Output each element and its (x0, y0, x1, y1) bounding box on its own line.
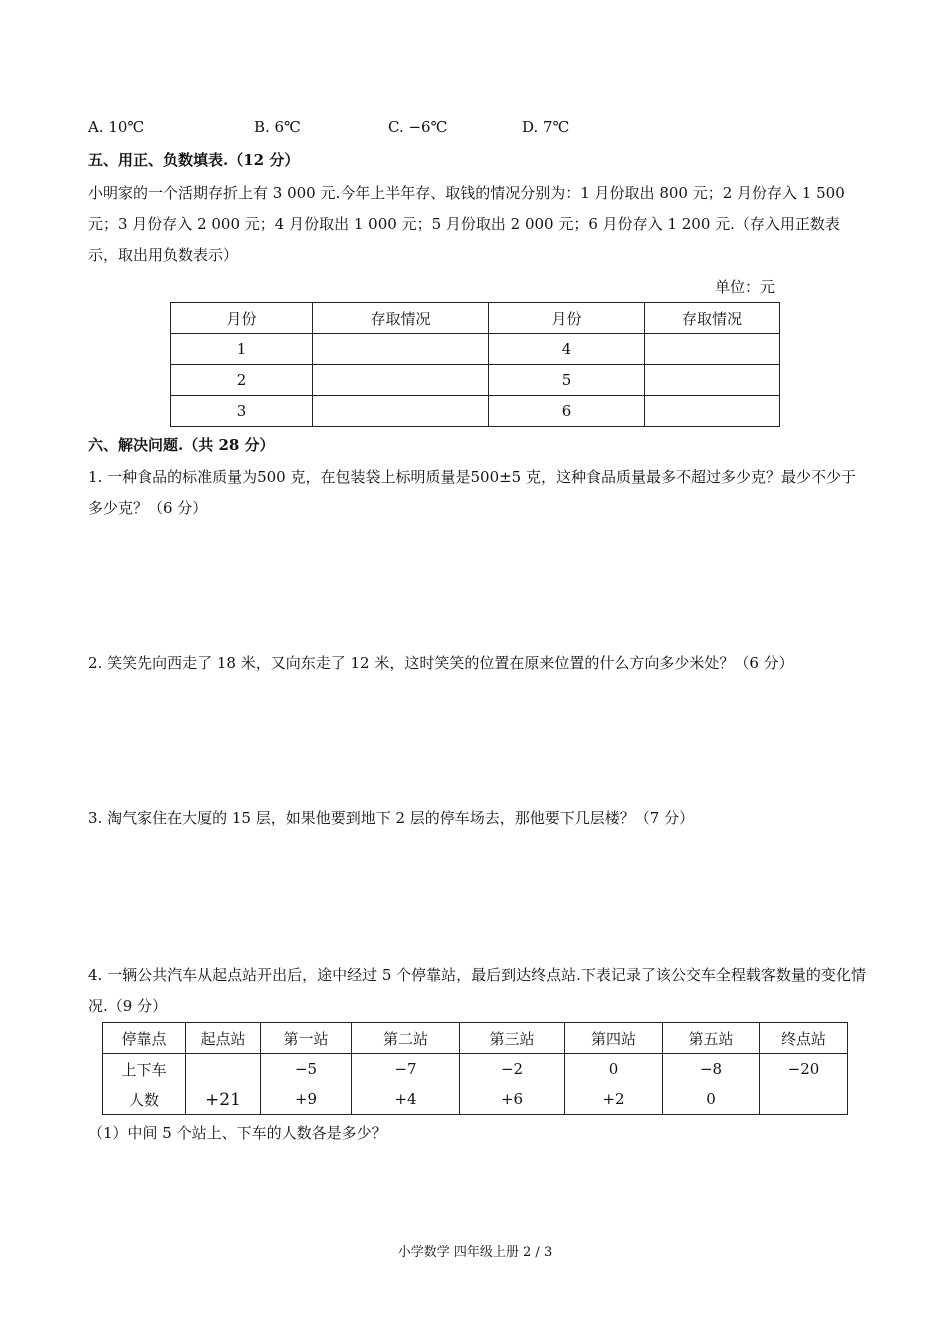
table-row (171, 396, 780, 427)
table-header-row (171, 303, 780, 334)
table-cell: 3 (171, 396, 313, 427)
table-cell: 4 (489, 334, 645, 365)
up-value: +9 (261, 1084, 352, 1115)
answer-cell[interactable] (313, 396, 489, 427)
bus-header: 终点站 (760, 1023, 848, 1054)
bus-header: 第三站 (460, 1023, 565, 1054)
empty-cell (760, 1084, 848, 1115)
table-header: 存取情况 (313, 303, 489, 334)
section6-title: 六、解决问题.（共 28 分） (88, 436, 275, 454)
answer-cell[interactable] (313, 334, 489, 365)
page-footer: 小学数学 四年级上册 2 / 3 (397, 1245, 553, 1260)
table-cell: 1 (171, 334, 313, 365)
answer-cell[interactable] (645, 334, 780, 365)
bus-header-row (103, 1023, 848, 1054)
unit-label: 单位：元 (714, 278, 775, 296)
section5-title: 五、用正、负数填表.（12 分） (88, 151, 300, 169)
bus-header: 第五站 (663, 1023, 760, 1054)
down-value: −7 (352, 1054, 460, 1085)
up-value: +2 (565, 1084, 663, 1115)
answer-cell[interactable] (645, 365, 780, 396)
start-value: +21 (186, 1054, 261, 1115)
choice-c: C. −6℃ (388, 118, 448, 136)
section5-text: 小明家的一个活期存折上有 3 000 元.今年上半年存、取钱的情况分别为：1 月份取出 800 元；2 月份存入 1 500 元；3 月份存入 2 000 元；4 月份取出 1 000 元；5 月份取出 2 000 元；6 月份存入 1 200 元.（存入用正数表示，取出用负数表示） (88, 184, 845, 264)
row-label: 人数 (103, 1084, 186, 1115)
table-header: 月份 (489, 303, 645, 334)
choice-a: A. 10℃ (88, 118, 145, 136)
question-3: 3. 淘气家住在大厦的 15 层，如果他要到地下 2 层的停车场去，那他要下几层楼？（7 分） (88, 809, 695, 827)
bus-header: 第一站 (261, 1023, 352, 1054)
question-2: 2. 笑笑先向西走了 18 米，又向东走了 12 米，这时笑笑的位置在原来位置的什么方向多少米处？（6 分） (88, 654, 794, 672)
up-value: +4 (352, 1084, 460, 1115)
answer-cell[interactable] (645, 396, 780, 427)
up-value: +6 (460, 1084, 565, 1115)
down-value: 0 (565, 1054, 663, 1085)
table-header: 月份 (171, 303, 313, 334)
table-cell: 5 (489, 365, 645, 396)
bus-header: 起点站 (186, 1023, 261, 1054)
bus-header: 第二站 (352, 1023, 460, 1054)
savings-table (170, 302, 780, 427)
question-1: 1. 一种食品的标准质量为500 克，在包装袋上标明质量是500±5 克，这种食品质量最多不超过多少克？最少不少于多少克？（6 分） (88, 468, 856, 517)
bus-header: 停靠点 (103, 1023, 186, 1054)
table-cell: 6 (489, 396, 645, 427)
row-label: 上下车 (103, 1054, 186, 1085)
up-value: 0 (663, 1084, 760, 1115)
table-row (171, 365, 780, 396)
bus-row-down (103, 1054, 848, 1085)
down-value: −5 (261, 1054, 352, 1085)
table-cell: 2 (171, 365, 313, 396)
bus-header: 第四站 (565, 1023, 663, 1054)
down-value: −20 (760, 1054, 848, 1085)
choice-d: D. 7℃ (522, 118, 570, 136)
question-4-1: （1）中间 5 个站上、下车的人数各是多少？ (88, 1124, 387, 1142)
choice-b: B. 6℃ (254, 118, 301, 136)
table-row (171, 334, 780, 365)
answer-cell[interactable] (313, 365, 489, 396)
bus-table (102, 1022, 848, 1115)
down-value: −8 (663, 1054, 760, 1085)
table-header: 存取情况 (645, 303, 780, 334)
down-value: −2 (460, 1054, 565, 1085)
question-4: 4. 一辆公共汽车从起点站开出后，途中经过 5 个停靠站，最后到达终点站.下表记录了该公交车全程载客数量的变化情况.（9 分） (88, 966, 866, 1015)
